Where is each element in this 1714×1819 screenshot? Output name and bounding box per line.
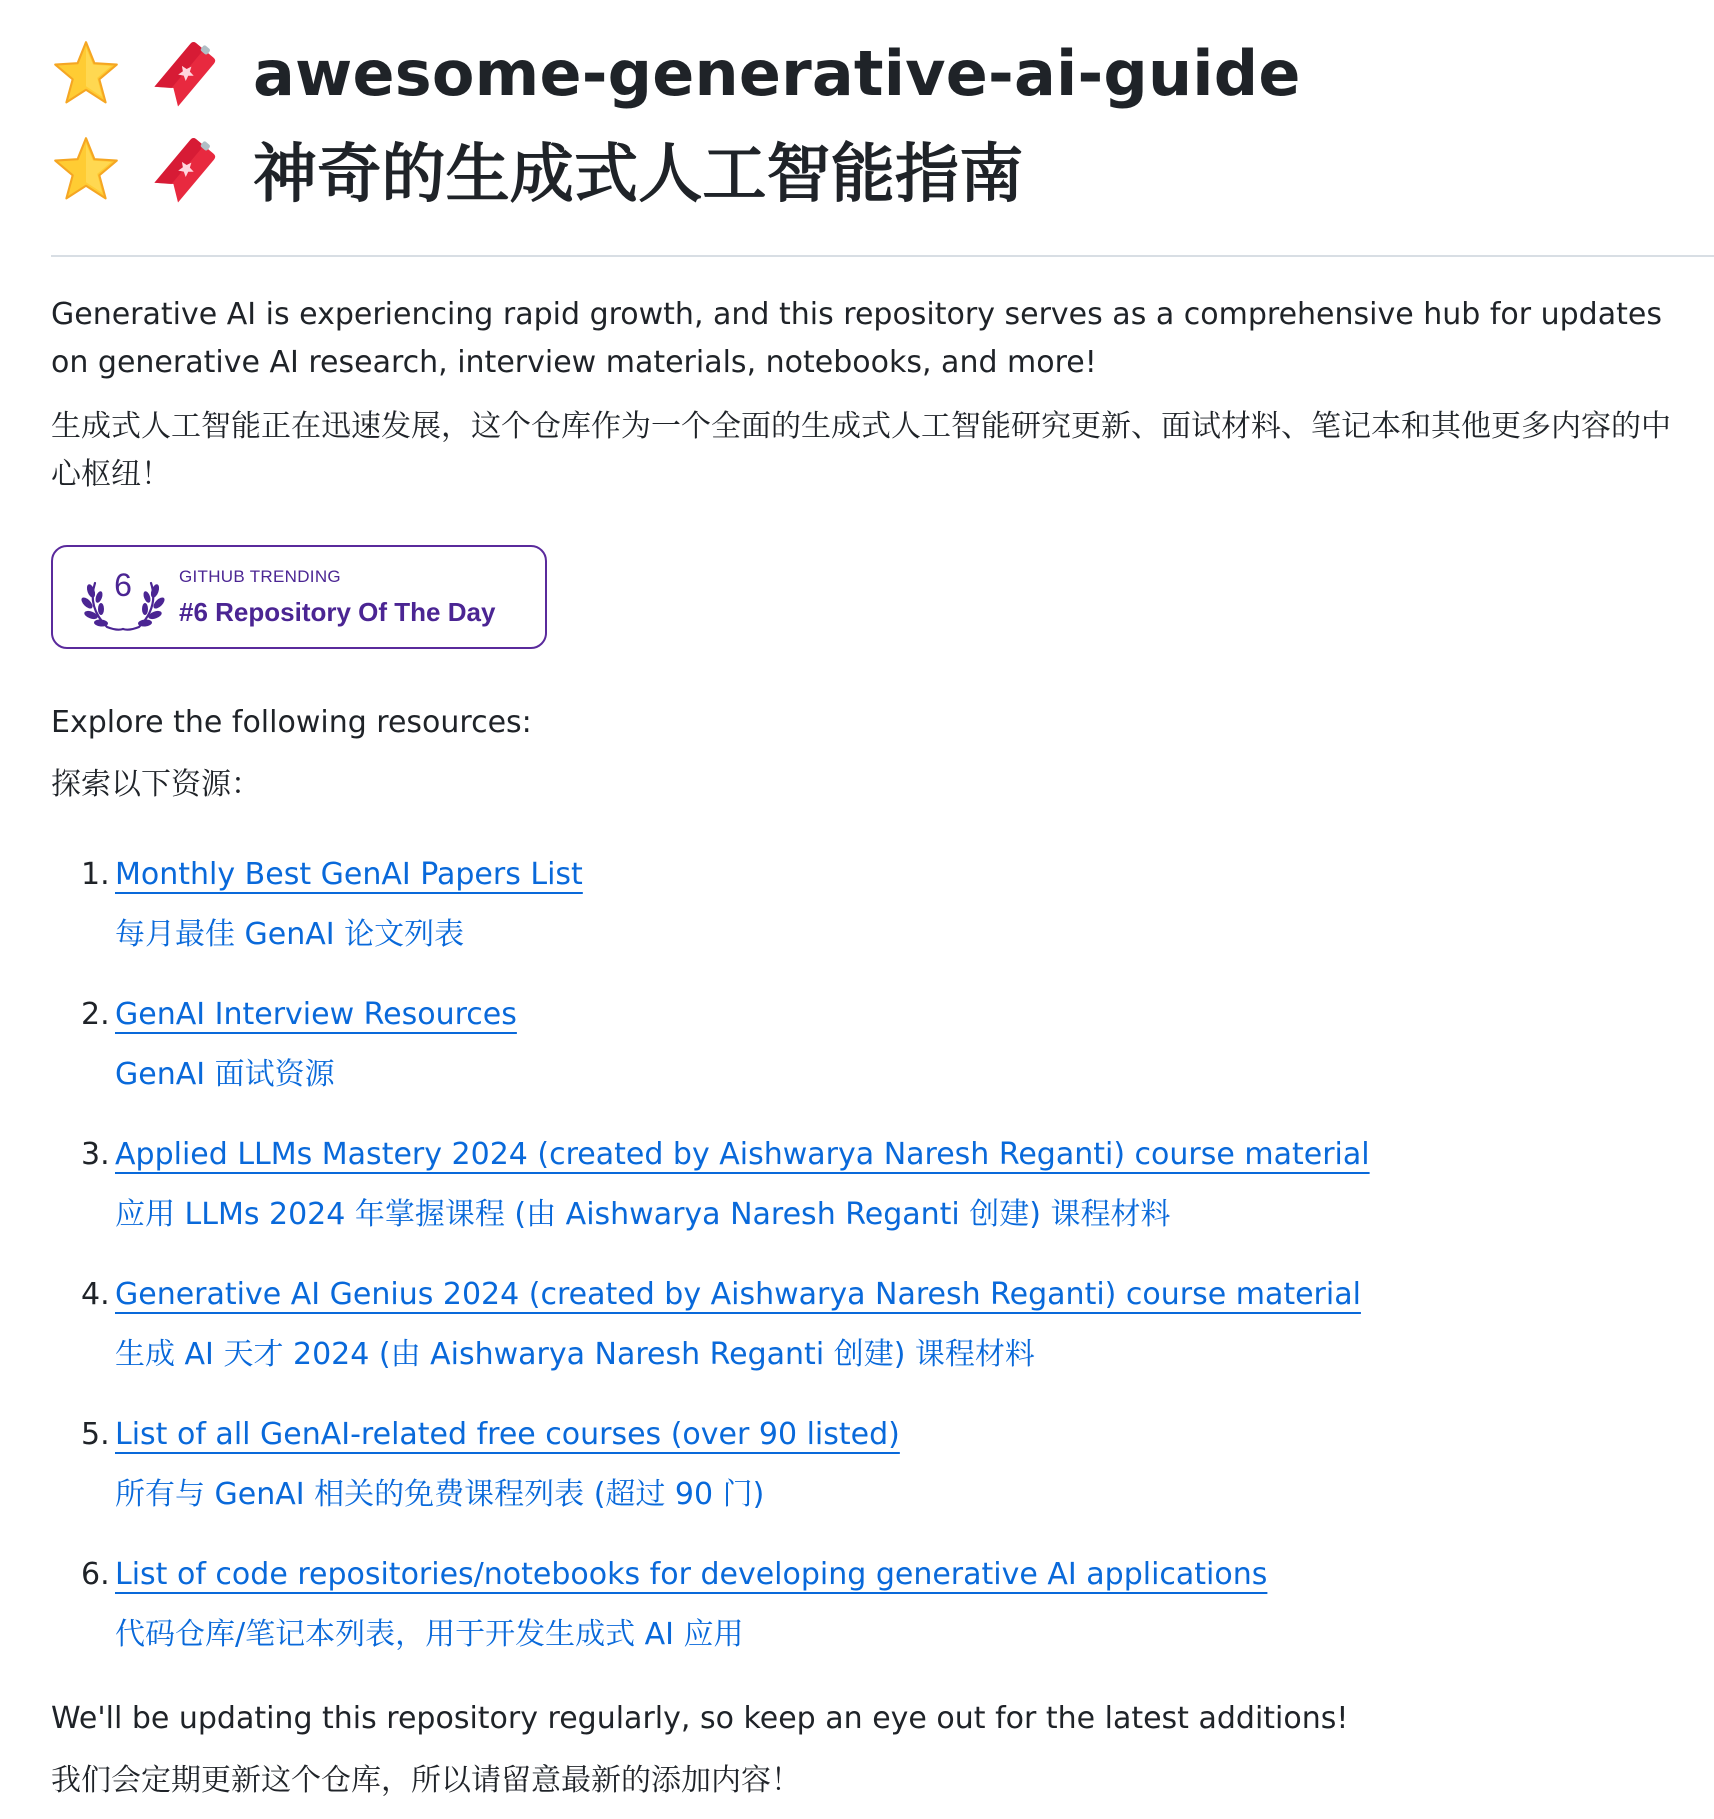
star-icon xyxy=(51,134,121,204)
resource-link-zh[interactable]: 所有与 GenAI 相关的免费课程列表 (超过 90 门) xyxy=(115,1477,765,1512)
list-number: 4. xyxy=(81,1277,110,1312)
page-title-zh: 神奇的生成式人工智能指南 xyxy=(253,138,1024,212)
star-icon xyxy=(51,38,121,108)
intro-paragraph-en: Generative AI is experiencing rapid growth, and this repository serves as a comprehensive hub for updates on generative AI research, interview materials, notebooks, and more! xyxy=(51,297,1662,380)
resource-link-zh[interactable]: GenAI 面试资源 xyxy=(115,1057,335,1092)
heading-divider xyxy=(51,255,1714,257)
list-item xyxy=(51,1129,1714,1239)
bookmark-icon xyxy=(151,38,221,108)
title-heading-en xyxy=(51,25,1714,121)
badge-label: GITHUB TRENDING xyxy=(179,567,341,586)
closing-paragraph-en: We'll be updating this repository regularly, so keep an eye out for the latest additions! xyxy=(51,1701,1349,1736)
page-title: awesome-generative-ai-guide xyxy=(253,36,1301,110)
readme-content xyxy=(51,0,1714,1805)
intro-paragraph-zh: 生成式人工智能正在迅速发展，这个仓库作为一个全面的生成式人工智能研究更新、面试材料、笔记本和其他更多内容的中心枢纽！ xyxy=(51,409,1671,492)
list-number: 6. xyxy=(81,1557,110,1592)
trending-rank: 6 xyxy=(114,567,132,603)
resource-link[interactable]: List of code repositories/notebooks for developing generative AI applications xyxy=(115,1557,1268,1592)
explore-heading-en: Explore the following resources: xyxy=(51,705,532,740)
resource-link-zh[interactable]: 代码仓库/笔记本列表，用于开发生成式 AI 应用 xyxy=(115,1617,744,1652)
title-heading-zh xyxy=(51,121,1714,217)
list-number: 1. xyxy=(81,857,110,892)
list-number: 5. xyxy=(81,1417,110,1452)
list-number: 3. xyxy=(81,1137,110,1172)
resource-link[interactable]: Applied LLMs Mastery 2024 (created by Aishwarya Naresh Reganti) course material xyxy=(115,1137,1370,1172)
list-number: 2. xyxy=(81,997,110,1032)
list-item xyxy=(51,1269,1714,1379)
explore-heading-zh: 探索以下资源： xyxy=(51,767,261,802)
resource-link-zh[interactable]: 每月最佳 GenAI 论文列表 xyxy=(115,917,465,952)
bookmark-icon xyxy=(151,134,221,204)
resource-link[interactable]: List of all GenAI-related free courses (over 90 listed) xyxy=(115,1417,900,1452)
resource-link-zh[interactable]: 应用 LLMs 2024 年掌握课程 (由 Aishwarya Naresh Reganti 创建) 课程材料 xyxy=(115,1197,1171,1232)
closing-paragraph-zh: 我们会定期更新这个仓库，所以请留意最新的添加内容！ xyxy=(51,1763,801,1798)
resource-link[interactable]: GenAI Interview Resources xyxy=(115,997,517,1032)
resource-link-zh[interactable]: 生成 AI 天才 2024 (由 Aishwarya Naresh Reganti 创建) 课程材料 xyxy=(115,1337,1035,1372)
list-item xyxy=(51,849,1714,959)
badge-title: #6 Repository Of The Day xyxy=(179,597,496,627)
resource-link[interactable]: Generative AI Genius 2024 (created by Aishwarya Naresh Reganti) course material xyxy=(115,1277,1361,1312)
github-trending-badge[interactable] xyxy=(51,545,547,649)
resource-link[interactable]: Monthly Best GenAI Papers List xyxy=(115,857,583,892)
list-item xyxy=(51,1549,1714,1659)
list-item xyxy=(51,1409,1714,1519)
list-item xyxy=(51,989,1714,1099)
resource-list xyxy=(51,849,1714,1659)
